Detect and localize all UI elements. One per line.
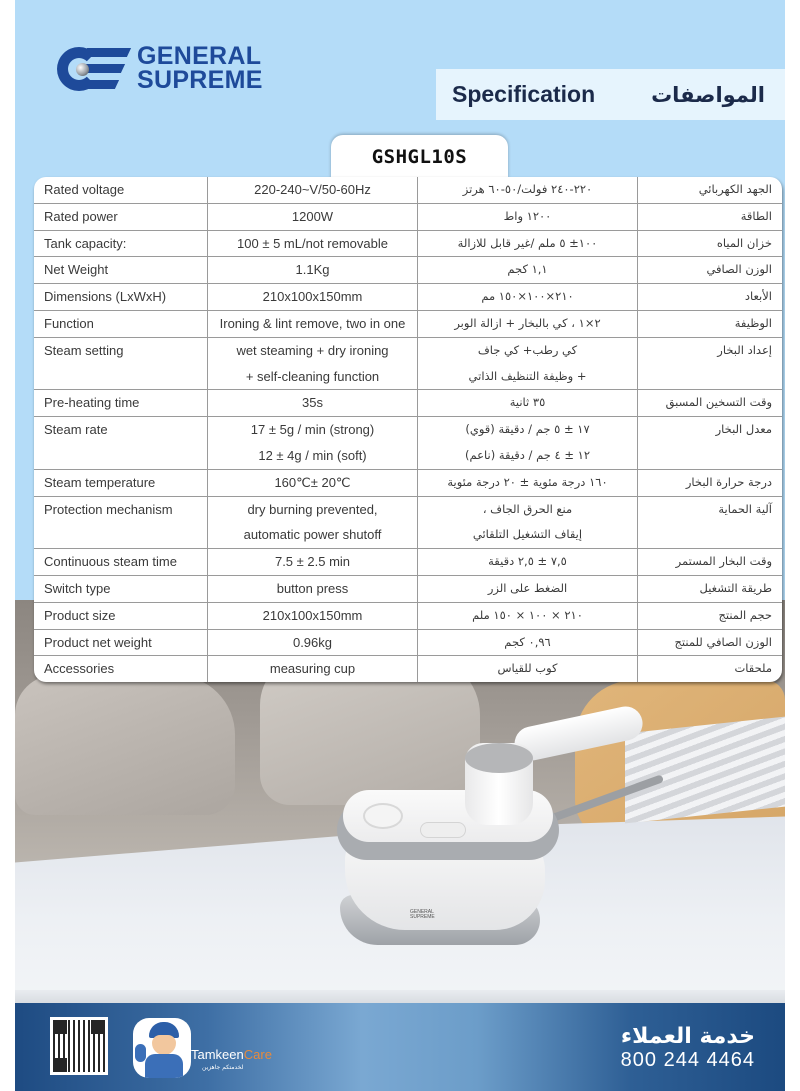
gs-logo-icon	[57, 43, 131, 93]
spec-value-line: ١٦٠ درجة مئوية ± ٢٠ درجة مئوية	[447, 474, 608, 489]
spec-value-line: 160℃± 20℃	[274, 474, 351, 490]
spec-label-en: Steam setting	[34, 337, 208, 390]
spec-value-line: 17 ± 5g / min (strong)	[250, 422, 375, 438]
spec-label-en: Product size	[34, 602, 208, 629]
spec-row	[34, 549, 782, 576]
sofa-cushion-left	[15, 675, 235, 815]
spec-value-line: ٢١٠×١٠٠×١٥٠ مم	[481, 289, 574, 304]
spec-label-en: Pre-heating time	[34, 390, 208, 417]
spec-label-ar: وقت البخار المستمر	[638, 549, 783, 576]
spec-value-ar	[418, 549, 638, 576]
spec-row	[34, 230, 782, 257]
spec-value-ar	[418, 257, 638, 284]
spec-value-ar	[418, 496, 638, 549]
spec-value-ar	[418, 575, 638, 602]
spec-value-ar	[418, 177, 638, 203]
spec-row	[34, 284, 782, 311]
spec-label-en: Accessories	[34, 656, 208, 682]
spec-label-ar: الوظيفة	[638, 310, 783, 337]
spec-label-en: Rated power	[34, 203, 208, 230]
spec-row	[34, 629, 782, 656]
spec-label-en: Dimensions (LxWxH)	[34, 284, 208, 311]
spec-value-ar	[418, 417, 638, 470]
spec-value-line: + self-cleaning function	[245, 368, 380, 384]
customer-service-phone[interactable]: 800 244 4464	[620, 1049, 755, 1071]
spec-value-en	[208, 310, 418, 337]
spec-row	[34, 575, 782, 602]
spec-label-ar: الوزن الصافي للمنتج	[638, 629, 783, 656]
spec-value-line: ١٢٠٠ واط	[503, 208, 552, 223]
steamer-brand-logo: GENERAL SUPREME	[410, 909, 435, 920]
specification-table	[34, 177, 782, 682]
spec-value-en	[208, 230, 418, 257]
spec-label-en: Product net weight	[34, 629, 208, 656]
spec-label-en: Continuous steam time	[34, 549, 208, 576]
spec-label-ar: حجم المنتج	[638, 602, 783, 629]
spec-value-line: ٢×١ ، كي بالبخار + ازالة الوبر	[454, 315, 601, 330]
spec-label-ar: درجة حرارة البخار	[638, 469, 783, 496]
spec-value-en	[208, 496, 418, 549]
spec-row	[34, 257, 782, 284]
spec-value-line: كوب للقياس	[497, 661, 558, 676]
spec-value-line: ٣٥ ثانية	[509, 395, 546, 410]
customer-service-label: خدمة العملاء	[620, 1024, 755, 1049]
spec-label-en: Net Weight	[34, 257, 208, 284]
spec-value-ar	[418, 310, 638, 337]
spec-row	[34, 390, 782, 417]
spec-label-ar: آلية الحماية	[638, 496, 783, 549]
spec-label-en: Rated voltage	[34, 177, 208, 203]
spec-label-en: Switch type	[34, 575, 208, 602]
spec-row	[34, 496, 782, 549]
spec-value-line: إيقاف التشغيل التلقائي	[472, 527, 583, 542]
spec-value-ar	[418, 656, 638, 682]
spec-value-line: 210x100x150mm	[262, 289, 363, 305]
spec-value-line: Ironing & lint remove, two in one	[219, 315, 406, 331]
spec-row	[34, 417, 782, 470]
spec-value-line: ١٠٠± ٥ ملم /غير قابل للازالة	[457, 235, 598, 250]
spec-value-en	[208, 284, 418, 311]
spec-value-ar	[418, 284, 638, 311]
technician-mascot-icon	[133, 1018, 191, 1078]
spec-label-en: Steam temperature	[34, 469, 208, 496]
brand-name: GENERAL SUPREME	[137, 42, 263, 94]
spec-value-en	[208, 257, 418, 284]
spec-row	[34, 602, 782, 629]
spec-value-line: 100 ± 5 mL/not removable	[237, 235, 388, 251]
spec-label-ar: الأبعاد	[638, 284, 783, 311]
spec-value-line: الضغط على الزر	[487, 580, 568, 595]
spec-value-ar	[418, 602, 638, 629]
spec-row	[34, 203, 782, 230]
steam-button-icon	[365, 805, 401, 827]
spec-label-ar: الجهد الكهربائي	[638, 177, 783, 203]
spec-value-line: 1200W	[291, 208, 334, 224]
spec-row	[34, 337, 782, 390]
spec-value-ar	[418, 629, 638, 656]
spec-value-line: 210x100x150mm	[262, 607, 363, 623]
spec-value-en	[208, 602, 418, 629]
spec-value-en	[208, 390, 418, 417]
spec-value-line: ١٧ ± ٥ جم / دقيقة (قوي)	[465, 422, 590, 437]
spec-value-line: ٠,٩٦ كجم	[504, 634, 551, 649]
spec-row	[34, 469, 782, 496]
spec-value-line: dry burning prevented,	[247, 501, 378, 517]
spec-row	[34, 177, 782, 203]
title-arabic: المواصفات	[651, 82, 765, 107]
footer-divider	[15, 990, 785, 1004]
spec-value-line: measuring cup	[269, 661, 356, 677]
spec-label-ar: وقت التسخين المسبق	[638, 390, 783, 417]
spec-value-line: 12 ± 4g / min (soft)	[258, 447, 367, 463]
spec-label-ar: خزان المياه	[638, 230, 783, 257]
spec-label-ar: طريقة التشغيل	[638, 575, 783, 602]
spec-value-line: منع الحرق الجاف ،	[482, 501, 573, 516]
spec-value-ar	[418, 390, 638, 417]
spec-row	[34, 656, 782, 682]
spec-value-ar	[418, 469, 638, 496]
spec-sheet-page	[15, 0, 785, 1091]
spec-value-en	[208, 575, 418, 602]
spec-value-line: + وظيفة التنظيف الذاتي	[468, 368, 587, 383]
brand-logo	[57, 40, 263, 96]
spec-value-line: ١,١ كجم	[507, 262, 548, 277]
spec-value-ar	[418, 337, 638, 390]
spec-label-en: Steam rate	[34, 417, 208, 470]
spec-label-en: Protection mechanism	[34, 496, 208, 549]
spec-value-en	[208, 337, 418, 390]
model-number-tab	[331, 135, 508, 179]
spec-label-en: Tank capacity:	[34, 230, 208, 257]
steamer-cord	[549, 774, 664, 823]
spec-value-line: ١٢ ± ٤ جم / دقيقة (ناعم)	[464, 447, 591, 462]
garment-steamer-image	[315, 705, 655, 955]
spec-label-ar: معدل البخار	[638, 417, 783, 470]
spec-value-en	[208, 177, 418, 203]
spec-value-ar	[418, 203, 638, 230]
title-english: Specification	[452, 81, 596, 107]
spec-value-line: 7.5 ± 2.5 min	[274, 554, 351, 570]
spec-value-line: button press	[276, 580, 349, 596]
qr-code-icon[interactable]	[50, 1017, 108, 1075]
spec-value-line: 0.96kg	[292, 634, 333, 650]
spec-value-en	[208, 549, 418, 576]
spec-value-en	[208, 656, 418, 682]
spec-value-line: 1.1Kg	[295, 262, 330, 278]
spec-value-en	[208, 469, 418, 496]
spec-value-line: 35s	[302, 395, 323, 411]
spec-value-line: wet steaming + dry ironing	[236, 342, 389, 358]
tamkeen-tagline: لخدمتكم جاهزين	[202, 1064, 244, 1071]
spec-value-ar	[418, 230, 638, 257]
spec-value-en	[208, 203, 418, 230]
spec-value-line: ٢٢٠-٢٤٠ فولت/٥٠-٦٠ هرتز	[462, 182, 593, 196]
spec-value-line: 220-240~V/50-60Hz	[254, 182, 371, 197]
spec-label-en: Function	[34, 310, 208, 337]
spec-value-line: ٢١٠ × ١٠٠ × ١٥٠ ملم	[472, 607, 583, 622]
model-number: GSHGL10S	[371, 146, 468, 168]
spec-value-line: كي رطب+ كي جاف	[477, 342, 578, 357]
specification-banner	[436, 69, 785, 120]
spec-row	[34, 310, 782, 337]
spec-label-ar: الوزن الصافي	[638, 257, 783, 284]
tamkeen-care-logo: TamkeenCare	[191, 1047, 272, 1062]
power-button-icon	[421, 823, 465, 837]
spec-label-ar: ملحقات	[638, 656, 783, 682]
spec-label-ar: الطاقة	[638, 203, 783, 230]
steamer-cap	[465, 743, 533, 773]
spec-value-en	[208, 629, 418, 656]
spec-value-line: ٧,٥ ± ٢,٥ دقيقة	[488, 554, 567, 569]
spec-label-ar: إعداد البخار	[638, 337, 783, 390]
spec-value-line: automatic power shutoff	[243, 527, 382, 543]
spec-value-en	[208, 417, 418, 470]
